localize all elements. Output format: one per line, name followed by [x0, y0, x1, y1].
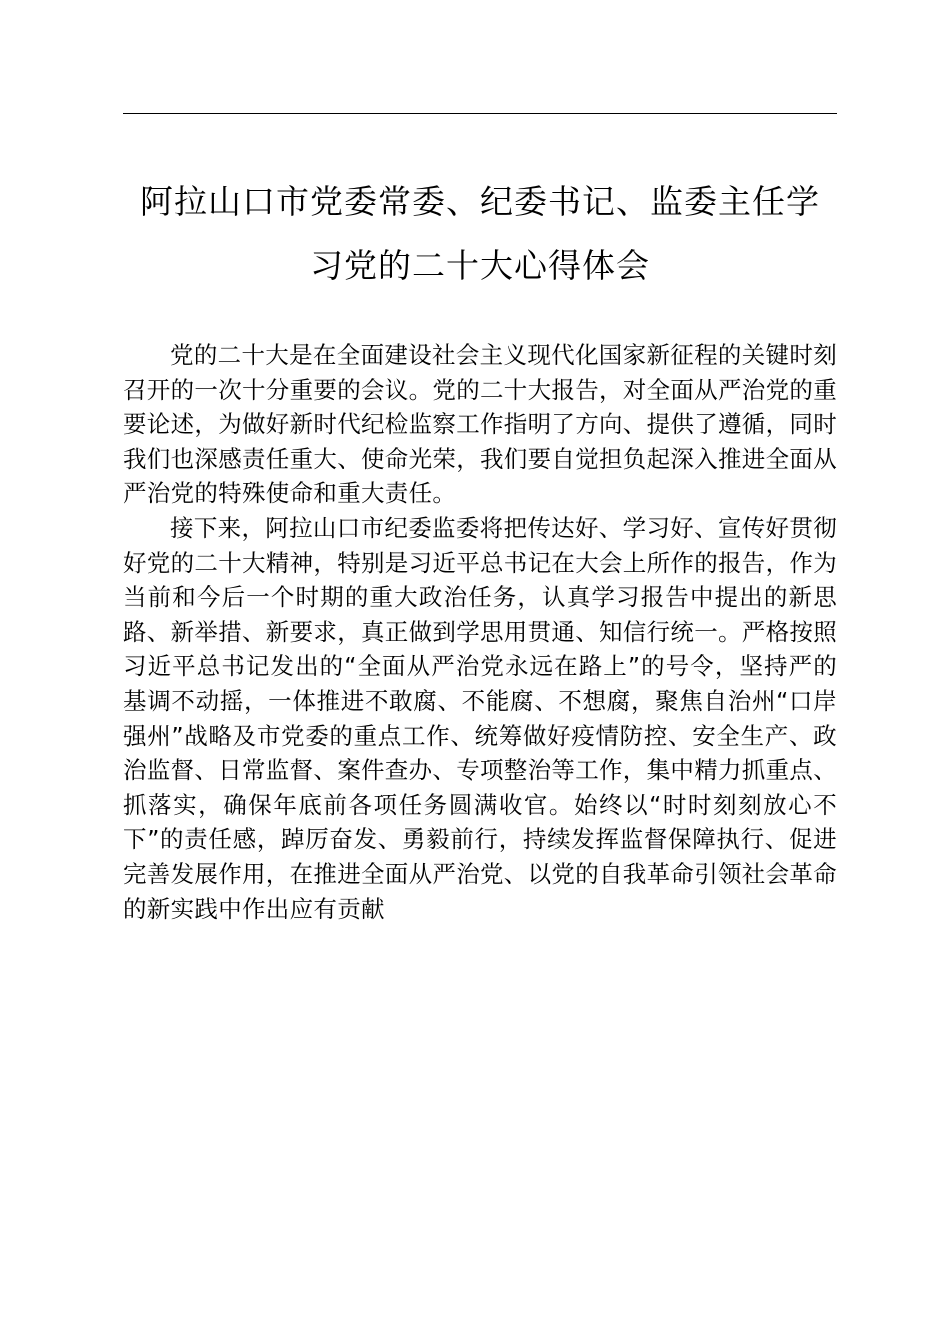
header-divider	[123, 113, 837, 114]
document-body	[123, 338, 837, 926]
title-line-1: 阿拉山口市党委常委、纪委书记、监委主任学	[140, 182, 820, 221]
title-line-2: 习党的二十大心得体会	[310, 246, 650, 285]
paragraph-2: 接下来，阿拉山口市纪委监委将把传达好、学习好、宣传好贯彻好党的二十大精神，特别是习近平总书记在大会上所作的报告，作为当前和今后一个时期的重大政治任务，认真学习报告中提出的新思路、新举措、新要求，真正做到学思用贯通、知信行统一。严格按照习近平总书记发出的“全面从严治党永远在路上”的号令，坚持严的基调不动摇，一体推进不敢腐、不能腐、不想腐，聚焦自治州“口岸强州”战略及市党委的重点工作、统筹做好疫情防控、安全生产、政治监督、日常监督、案件查办、专项整治等工作，集中精力抓重点、抓落实，确保年底前各项任务圆满收官。始终以“时时刻刻放心不下”的责任感，踔厉奋发、勇毅前行，持续发挥监督保障执行、促进完善发展作用，在推进全面从严治党、以党的自我革命引领社会革命的新实践中作出应有贡献	[123, 513, 837, 923]
paragraph-1: 党的二十大是在全面建设社会主义现代化国家新征程的关键时刻召开的一次十分重要的会议。党的二十大报告，对全面从严治党的重要论述，为做好新时代纪检监察工作指明了方向、提供了遵循，同时我们也深感责任重大、使命光荣，我们要自觉担负起深入推进全面从严治党的特殊使命和重大责任。	[123, 341, 837, 508]
document-title	[110, 170, 850, 298]
